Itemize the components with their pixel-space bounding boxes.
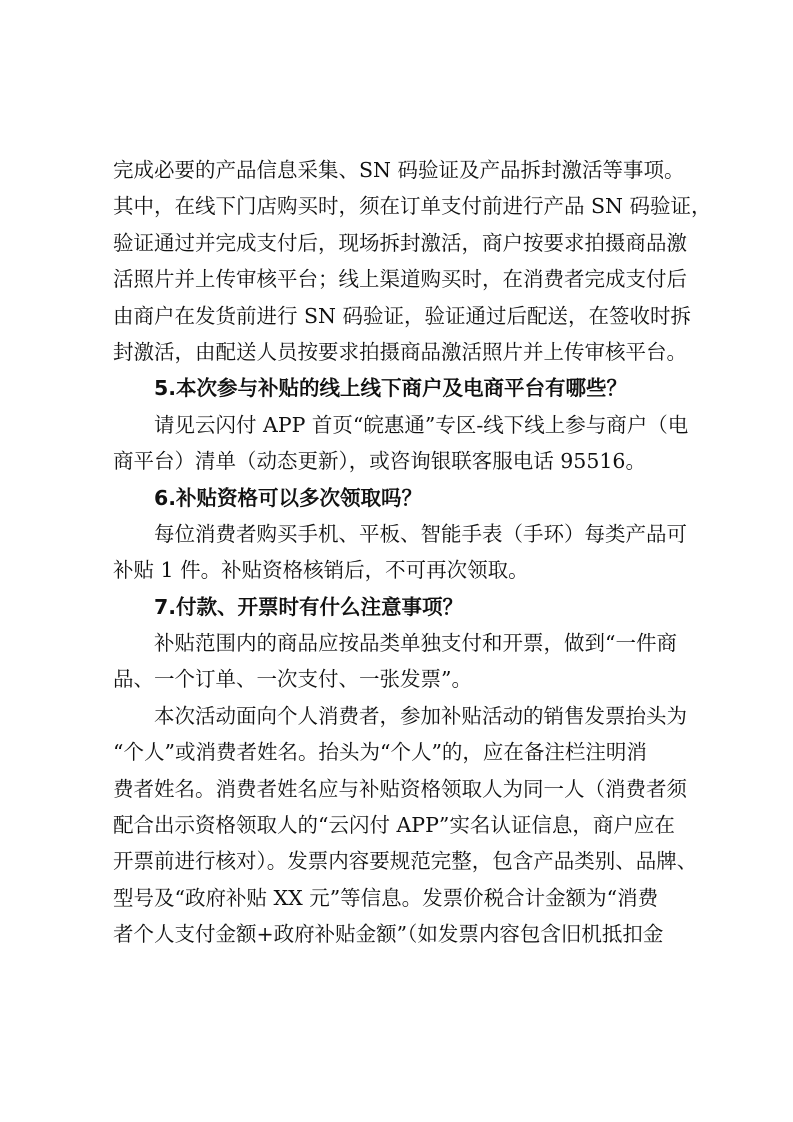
paragraph-line: 请见云闪付 APP 首页“皖惠通”专区-线下线上参与商户（电	[154, 412, 689, 437]
paragraph-line: 验证通过并完成支付后，现场拆封激活，商户按要求拍摄商品激	[113, 230, 687, 255]
paragraph-line: 型号及“政府补贴 XX 元”等信息。发票价税合计金额为“消费	[113, 885, 659, 910]
paragraph-line: 补贴 1 件。补贴资格核销后，不可再次领取。	[113, 558, 529, 583]
answer-7-payment	[113, 625, 689, 698]
paragraph-line: 开票前进行核对）。发票内容要规范完整，包含产品类别、品牌、	[113, 849, 698, 874]
document-body	[113, 152, 712, 953]
paragraph-line: 其中，在线下门店购买时，须在订单支付前进行产品 SN 码验证，	[113, 194, 712, 219]
answer-6	[113, 516, 689, 589]
paragraph-line: “个人”或消费者姓名。抬头为“个人”的，应在备注栏注明消	[113, 740, 647, 765]
answer-5	[113, 407, 689, 480]
paragraph-line: 每位消费者购买手机、平板、智能手表（手环）每类产品可	[154, 521, 687, 546]
question-heading-6: 6.补贴资格可以多次领取吗？	[154, 485, 423, 510]
paragraph-line: 补贴范围内的商品应按品类单独支付和开票，做到“一件商	[154, 631, 677, 656]
paragraph-line: 完成必要的产品信息采集、SN 码验证及产品拆封激活等事项。	[113, 158, 685, 182]
question-heading-5: 5.本次参与补贴的线上线下商户及电商平台有哪些？	[154, 376, 628, 401]
paragraph-line: 品、一个订单、一次支付、一张发票”。	[113, 667, 472, 692]
paragraph-sn-verification	[113, 152, 712, 370]
paragraph-line: 本次活动面向个人消费者，参加补贴活动的销售发票抬头为	[154, 703, 687, 728]
paragraph-line: 商平台）清单（动态更新），或咨询银联客服电话 95516。	[113, 449, 646, 474]
paragraph-line: 活照片并上传审核平台；线上渠道购买时，在消费者完成支付后	[113, 267, 687, 292]
answer-7-invoice	[113, 698, 698, 953]
paragraph-line: 由商户在发货前进行 SN 码验证，验证通过后配送，在签收时拆	[113, 303, 692, 328]
paragraph-line: 配合出示资格领取人的“云闪付 APP”实名认证信息，商户应在	[113, 813, 675, 838]
paragraph-line: 费者姓名。消费者姓名应与补贴资格领取人为同一人（消费者须	[113, 776, 687, 801]
question-heading-7: 7.付款、开票时有什么注意事项？	[154, 594, 464, 619]
paragraph-line: 封激活，由配送人员按要求拍摄商品激活照片并上传审核平台。	[113, 339, 687, 364]
paragraph-line: 者个人支付金额+政府补贴金额”（如发票内容包含旧机抵扣金	[113, 922, 664, 947]
